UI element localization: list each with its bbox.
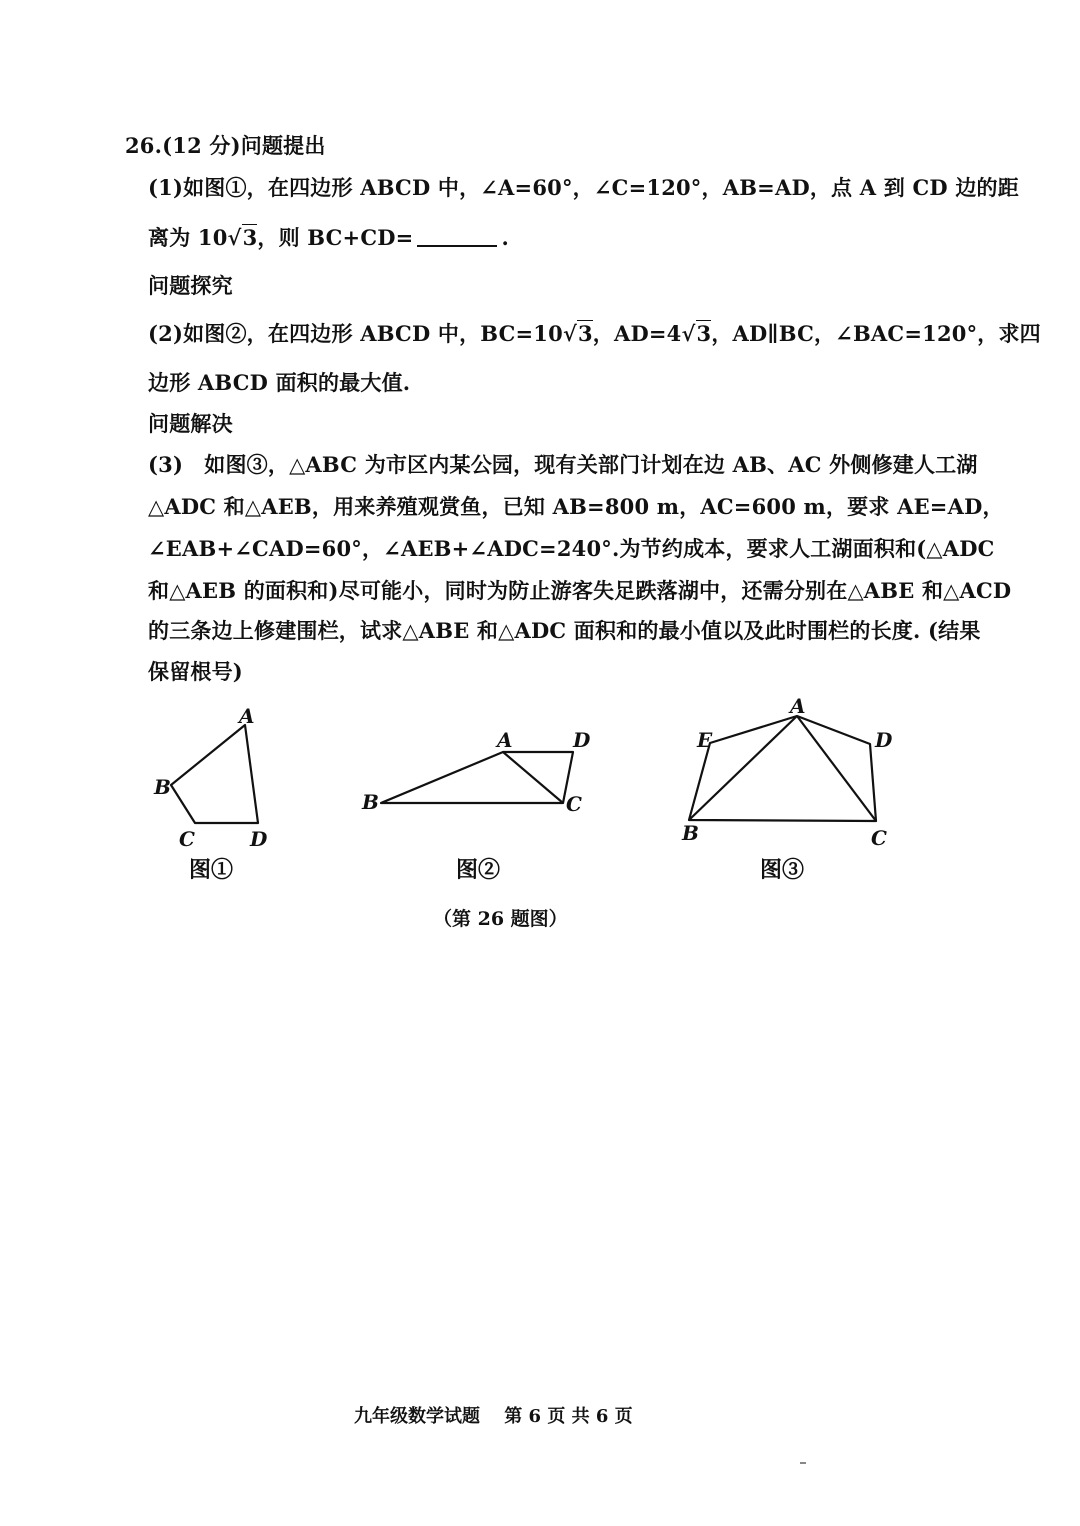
fig2-label-c: C	[566, 792, 582, 816]
section-title-explore: 问题探究	[148, 273, 233, 298]
fig3-label-a: A	[790, 694, 806, 718]
scan-speck	[800, 1462, 806, 1464]
figure-group-caption: （第 26 题图）	[433, 908, 568, 930]
fig2-caption: 图②	[456, 857, 501, 883]
fig2-diagonal-ac	[503, 752, 563, 803]
part2-text-b: ，AD=4	[592, 321, 682, 346]
part1-bc-cd-text: ，则 BC+CD=	[257, 225, 414, 250]
part2-text-c: ，AD∥BC，∠BAC=120°，求四	[711, 321, 1041, 346]
sqrt-radicand: 3	[577, 321, 593, 346]
part1-distance-text: 离为 10	[148, 225, 228, 250]
sqrt-symbol: √3	[562, 321, 593, 346]
fig3-label-c: C	[871, 826, 887, 850]
part1-period: .	[501, 225, 509, 250]
fig1-quadrilateral	[171, 725, 258, 823]
fig1-label-a: A	[239, 704, 255, 728]
part3-line5: 的三条边上修建围栏，试求△ABE 和△ADC 面积和的最小值以及此时围栏的长度. (结果	[148, 618, 981, 643]
fig2-quadrilateral	[381, 752, 573, 803]
fig1-label-b: B	[154, 775, 171, 799]
part2-text-a: (2)如图②，在四边形 ABCD 中，BC=10	[148, 321, 563, 346]
part3-line6: 保留根号)	[148, 659, 243, 684]
section-title-solve: 问题解决	[148, 411, 233, 436]
part3-line4: 和△AEB 的面积和)尽可能小，同时为防止游客失足跌落湖中，还需分别在△ABE 和△ACD	[148, 578, 1012, 603]
part3-line2: △ADC 和△AEB，用来养殖观赏鱼，已知 AB=800 m，AC=600 m，要求 AE=AD，	[148, 494, 1004, 519]
part3-line3: ∠EAB+∠CAD=60°，∠AEB+∠ADC=240°.为节约成本，要求人工湖面积和(△ADC	[148, 536, 995, 561]
fig1-label-c: C	[179, 827, 195, 851]
part2-line2: 边形 ABCD 面积的最大值.	[148, 370, 411, 395]
fig3-outline	[689, 716, 876, 821]
fig1-label-d: D	[250, 827, 268, 851]
part1-line1: (1)如图①，在四边形 ABCD 中，∠A=60°，∠C=120°，AB=AD，点 A 到 CD 边的距	[148, 175, 1019, 200]
fig2-label-b: B	[362, 790, 379, 814]
page-footer: 九年级数学试题 第 6 页 共 6 页	[354, 1406, 633, 1427]
part3-line1: (3) 如图③，△ABC 为市区内某公园，现有关部门计划在边 AB、AC 外侧修建人工湖	[148, 452, 978, 477]
sqrt-symbol: √3	[227, 225, 258, 250]
fig2-label-a: A	[497, 728, 513, 752]
sqrt-radicand: 3	[696, 321, 712, 346]
fig3-caption: 图③	[760, 857, 805, 883]
sqrt-symbol: √3	[681, 321, 712, 346]
fig3-label-d: D	[875, 728, 893, 752]
sqrt-radicand: 3	[242, 225, 258, 250]
question-header: 26.(12 分)问题提出	[125, 133, 326, 158]
fig3-label-b: B	[682, 821, 699, 845]
fig1-caption: 图①	[189, 857, 234, 883]
fig3-label-e: E	[697, 728, 713, 752]
fig2-label-d: D	[573, 728, 591, 752]
